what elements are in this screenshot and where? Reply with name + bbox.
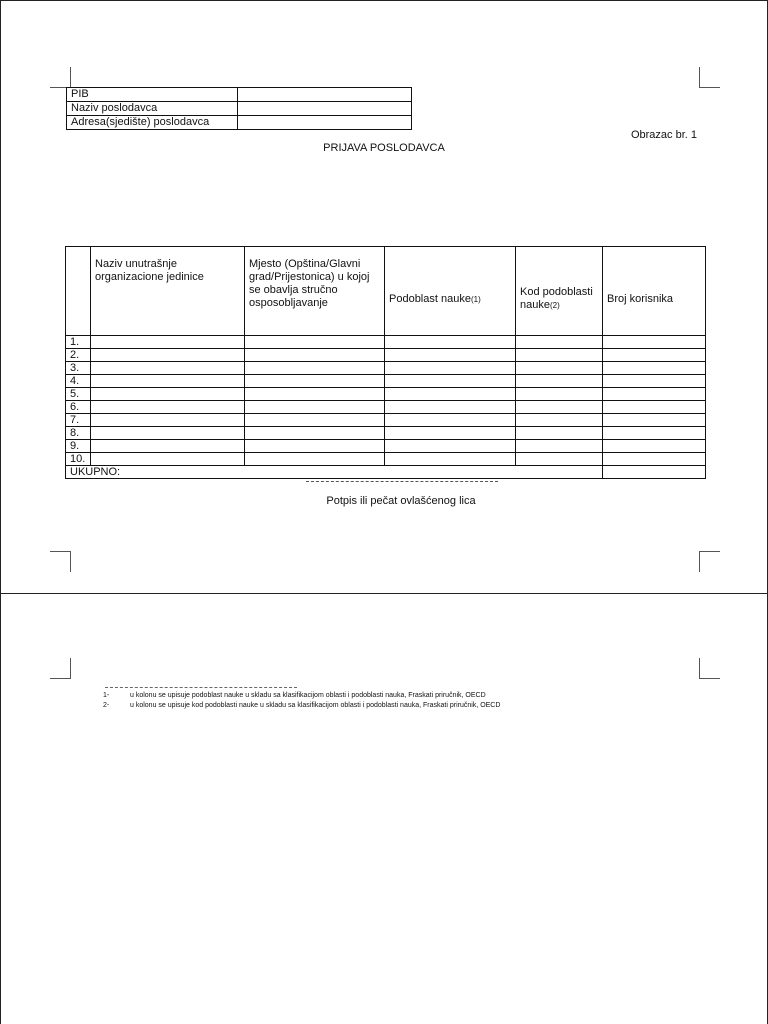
- crop-mark-top-right: [699, 67, 720, 88]
- form-number: Obrazac br. 1: [630, 129, 697, 141]
- table-cell[interactable]: [603, 414, 706, 427]
- header-org-unit: Naziv unutrašnje organizacione jedinice: [91, 247, 245, 336]
- footnote-ref-2: (2): [549, 301, 560, 310]
- table-row: [66, 336, 706, 349]
- table-cell[interactable]: [516, 453, 603, 466]
- table-cell[interactable]: [516, 427, 603, 440]
- header-subfield-code: Kod podoblasti nauke(2): [516, 247, 603, 336]
- footnote-1: 1- u kolonu se upisuje podoblast nauke u skladu sa klasifikacijom oblasti i podoblasti nauka, Fraskati priručnik, OECD: [103, 692, 486, 699]
- crop-mark-top-left: [50, 67, 71, 88]
- table-cell[interactable]: [603, 349, 706, 362]
- header-row-number: [66, 247, 91, 336]
- table-cell[interactable]: [385, 401, 516, 414]
- table-cell[interactable]: [91, 362, 245, 375]
- table-cell[interactable]: [516, 349, 603, 362]
- table-cell[interactable]: [245, 453, 385, 466]
- total-label: UKUPNO:: [66, 466, 603, 479]
- table-row: [66, 427, 706, 440]
- table-row: [66, 453, 706, 466]
- table-cell[interactable]: [385, 362, 516, 375]
- table-row: [66, 362, 706, 375]
- table-cell[interactable]: [603, 375, 706, 388]
- row-number: 1.: [66, 336, 91, 349]
- table-cell[interactable]: [603, 401, 706, 414]
- table-cell[interactable]: [385, 349, 516, 362]
- table-cell[interactable]: [603, 388, 706, 401]
- row-number: 6.: [66, 401, 91, 414]
- row-number: 9.: [66, 440, 91, 453]
- form-title: PRIJAVA POSLODAVCA: [323, 142, 445, 154]
- table-cell[interactable]: [603, 427, 706, 440]
- header-location: Mjesto (Opština/Glavni grad/Prijestonica) u kojoj se obavlja stručno osposobljavanje: [245, 247, 385, 336]
- table-row: [66, 401, 706, 414]
- table-cell[interactable]: [516, 336, 603, 349]
- table-cell[interactable]: [91, 453, 245, 466]
- table-header-row: [66, 247, 706, 336]
- table-cell[interactable]: [91, 336, 245, 349]
- row-number: 10.: [66, 453, 91, 466]
- employer-info-table: [66, 87, 412, 130]
- table-cell[interactable]: [245, 401, 385, 414]
- employer-field-value[interactable]: [238, 116, 412, 130]
- table-cell[interactable]: [516, 414, 603, 427]
- table-cell[interactable]: [91, 440, 245, 453]
- row-number: 2.: [66, 349, 91, 362]
- table-row: [66, 388, 706, 401]
- crop-mark-bottom-left: [50, 551, 71, 572]
- header-subfield: Podoblast nauke(1): [385, 247, 516, 336]
- table-cell[interactable]: [385, 427, 516, 440]
- document-page-2: [0, 594, 768, 1024]
- row-number: 3.: [66, 362, 91, 375]
- footnote-ref-1: (1): [470, 294, 481, 304]
- table-cell[interactable]: [91, 401, 245, 414]
- employer-field-value[interactable]: [238, 102, 412, 116]
- table-cell[interactable]: [516, 401, 603, 414]
- total-row: [66, 466, 706, 479]
- table-cell[interactable]: [516, 375, 603, 388]
- employer-field-value[interactable]: [238, 88, 412, 102]
- table-cell[interactable]: [91, 414, 245, 427]
- row-number: 8.: [66, 427, 91, 440]
- table-cell[interactable]: [91, 375, 245, 388]
- table-cell[interactable]: [385, 414, 516, 427]
- footnote-2: 2- u kolonu se upisuje kod podoblasti nauke u skladu sa klasifikacijom oblasti i podoblasti nauka, Fraskati priručnik, OECD: [103, 702, 501, 709]
- table-cell[interactable]: [516, 388, 603, 401]
- table-cell[interactable]: [245, 427, 385, 440]
- employer-field-label: Adresa(sjedište) poslodavca: [67, 116, 238, 130]
- table-cell[interactable]: [245, 349, 385, 362]
- table-cell[interactable]: [516, 362, 603, 375]
- table-row: [66, 349, 706, 362]
- table-cell[interactable]: [385, 440, 516, 453]
- table-cell[interactable]: [603, 453, 706, 466]
- employer-field-label: Naziv poslodavca: [67, 102, 238, 116]
- table-row: [66, 414, 706, 427]
- table-cell[interactable]: [245, 336, 385, 349]
- crop-mark-top-left: [50, 658, 71, 679]
- table-cell[interactable]: [91, 349, 245, 362]
- table-cell[interactable]: [245, 375, 385, 388]
- table-cell[interactable]: [245, 440, 385, 453]
- registration-table: [65, 246, 706, 479]
- row-number: 4.: [66, 375, 91, 388]
- table-cell[interactable]: [245, 388, 385, 401]
- table-cell[interactable]: [245, 414, 385, 427]
- employer-row: [67, 116, 412, 130]
- row-number: 7.: [66, 414, 91, 427]
- table-cell[interactable]: [385, 388, 516, 401]
- row-number: 5.: [66, 388, 91, 401]
- table-row: [66, 375, 706, 388]
- table-cell[interactable]: [385, 453, 516, 466]
- table-cell[interactable]: [603, 440, 706, 453]
- employer-row: [67, 102, 412, 116]
- signature-label: Potpis ili pečat ovlašćenog lica: [326, 495, 476, 507]
- crop-mark-bottom-right: [699, 551, 720, 572]
- table-cell[interactable]: [91, 427, 245, 440]
- employer-row: [67, 88, 412, 102]
- total-value-cell[interactable]: [603, 466, 706, 479]
- signature-line: [306, 481, 498, 482]
- employer-field-label: PIB: [67, 88, 238, 102]
- table-cell[interactable]: [603, 336, 706, 349]
- table-cell[interactable]: [385, 375, 516, 388]
- table-cell[interactable]: [91, 388, 245, 401]
- table-cell[interactable]: [245, 362, 385, 375]
- footnote-separator: [105, 687, 297, 688]
- header-users: Broj korisnika: [603, 247, 706, 336]
- crop-mark-top-right: [699, 658, 720, 679]
- table-cell[interactable]: [516, 440, 603, 453]
- table-cell[interactable]: [603, 362, 706, 375]
- table-row: [66, 440, 706, 453]
- table-cell[interactable]: [385, 336, 516, 349]
